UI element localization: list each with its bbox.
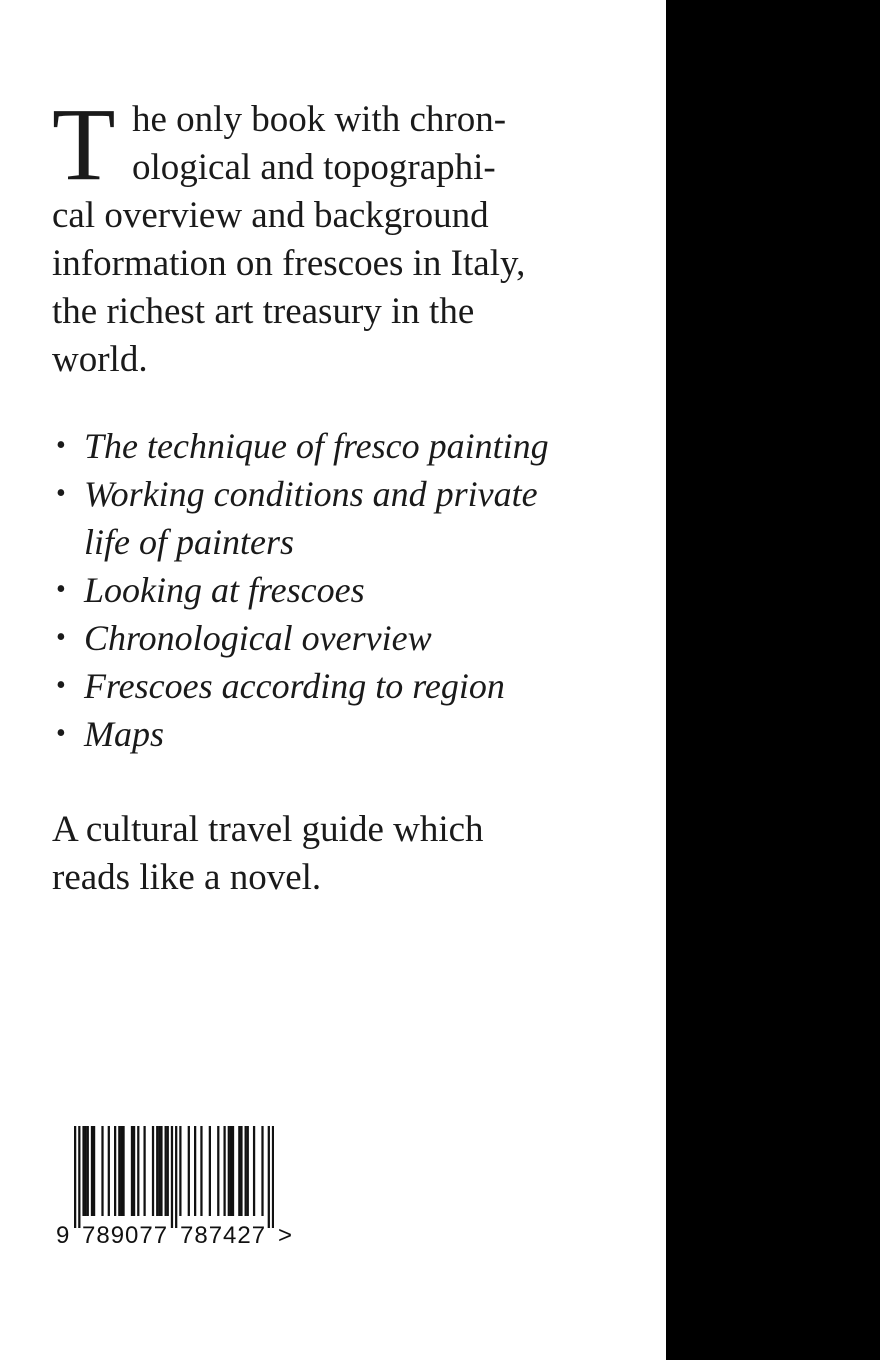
closing-line: reads like a novel. bbox=[52, 857, 322, 898]
barcode-bar bbox=[167, 1126, 169, 1216]
isbn-prefix-digit: 9 bbox=[56, 1222, 71, 1249]
barcode-bar bbox=[245, 1126, 247, 1216]
bullet-icon: • bbox=[56, 718, 66, 749]
barcode-bar bbox=[200, 1126, 202, 1216]
barcode-bar bbox=[120, 1126, 122, 1216]
barcode-bar bbox=[114, 1126, 116, 1216]
feature-item bbox=[52, 566, 549, 614]
barcode-bar bbox=[158, 1126, 160, 1216]
feature-item-continuation: life of painters bbox=[84, 522, 294, 562]
closing-line: A cultural travel guide which bbox=[52, 809, 484, 850]
drop-cap: T bbox=[52, 87, 116, 202]
barcode-bar bbox=[223, 1126, 225, 1216]
barcode-bar bbox=[261, 1126, 263, 1216]
bullet-icon: • bbox=[56, 478, 66, 509]
feature-text: Frescoes according to region bbox=[84, 666, 505, 706]
intro-line: information on frescoes in Italy, bbox=[52, 243, 526, 284]
barcode-bar bbox=[133, 1126, 135, 1216]
barcode-bar bbox=[230, 1126, 232, 1216]
feature-text: Chronological overview bbox=[84, 618, 432, 658]
barcode-bar bbox=[137, 1126, 139, 1216]
barcode-bar bbox=[217, 1126, 219, 1216]
barcode-bar bbox=[240, 1126, 242, 1216]
barcode-bar bbox=[228, 1126, 230, 1216]
black-edge-band bbox=[666, 0, 880, 1360]
intro-line: cal overview and background bbox=[52, 195, 489, 236]
barcode-bar bbox=[165, 1126, 167, 1216]
barcode-bar bbox=[93, 1126, 95, 1216]
feature-text: The technique of fresco painting bbox=[84, 426, 549, 466]
barcode-bar bbox=[122, 1126, 124, 1216]
barcode-bar bbox=[160, 1126, 162, 1216]
barcode-bar bbox=[179, 1126, 181, 1216]
barcode-bar bbox=[87, 1126, 89, 1216]
bullet-icon: • bbox=[56, 670, 66, 701]
barcode-bar bbox=[78, 1126, 80, 1228]
barcode-bar bbox=[156, 1126, 158, 1216]
barcode-bar bbox=[131, 1126, 133, 1216]
barcode-bar bbox=[253, 1126, 255, 1216]
isbn-right-group: 787427 bbox=[180, 1222, 267, 1249]
barcode-bar bbox=[238, 1126, 240, 1216]
barcode-bar bbox=[91, 1126, 93, 1216]
barcode-bar bbox=[194, 1126, 196, 1216]
feature-list bbox=[52, 422, 549, 758]
intro-line: world. bbox=[52, 339, 148, 380]
barcode-bar bbox=[188, 1126, 190, 1216]
isbn-left-group: 789077 bbox=[82, 1222, 169, 1249]
cover-text bbox=[52, 87, 612, 898]
intro-line: the richest art treasury in the bbox=[52, 291, 475, 332]
closing-paragraph bbox=[52, 806, 484, 902]
barcode-bar bbox=[268, 1126, 270, 1228]
barcode-icon bbox=[74, 1126, 274, 1228]
feature-item bbox=[52, 470, 549, 518]
feature-item bbox=[52, 422, 549, 470]
barcode-bar bbox=[175, 1126, 177, 1228]
barcode-bar bbox=[232, 1126, 234, 1216]
barcode-bar bbox=[209, 1126, 211, 1216]
barcode-bar bbox=[143, 1126, 145, 1216]
barcode-bar bbox=[108, 1126, 110, 1216]
barcode-bar bbox=[247, 1126, 249, 1216]
feature-item bbox=[52, 662, 549, 710]
barcode-bar bbox=[171, 1126, 173, 1228]
barcode-bar bbox=[85, 1126, 87, 1216]
intro-paragraph bbox=[52, 87, 612, 384]
feature-item bbox=[52, 614, 549, 662]
isbn-end-marker: > bbox=[278, 1222, 294, 1249]
barcode-bar bbox=[74, 1126, 76, 1228]
feature-item bbox=[52, 710, 549, 758]
feature-text: Maps bbox=[84, 714, 164, 754]
barcode-bar bbox=[272, 1126, 274, 1228]
barcode-bar bbox=[152, 1126, 154, 1216]
barcode-bar bbox=[82, 1126, 84, 1216]
barcode-bar bbox=[118, 1126, 120, 1216]
bullet-icon: • bbox=[56, 622, 66, 653]
isbn-barcode bbox=[74, 1126, 274, 1228]
bullet-icon: • bbox=[56, 574, 66, 605]
intro-line: ological and topographi- bbox=[132, 147, 496, 188]
bullet-icon: • bbox=[56, 430, 66, 461]
intro-line: he only book with chron- bbox=[132, 99, 507, 140]
feature-text: Looking at frescoes bbox=[84, 570, 365, 610]
feature-text: Working conditions and private bbox=[84, 474, 538, 514]
barcode-bar bbox=[101, 1126, 103, 1216]
